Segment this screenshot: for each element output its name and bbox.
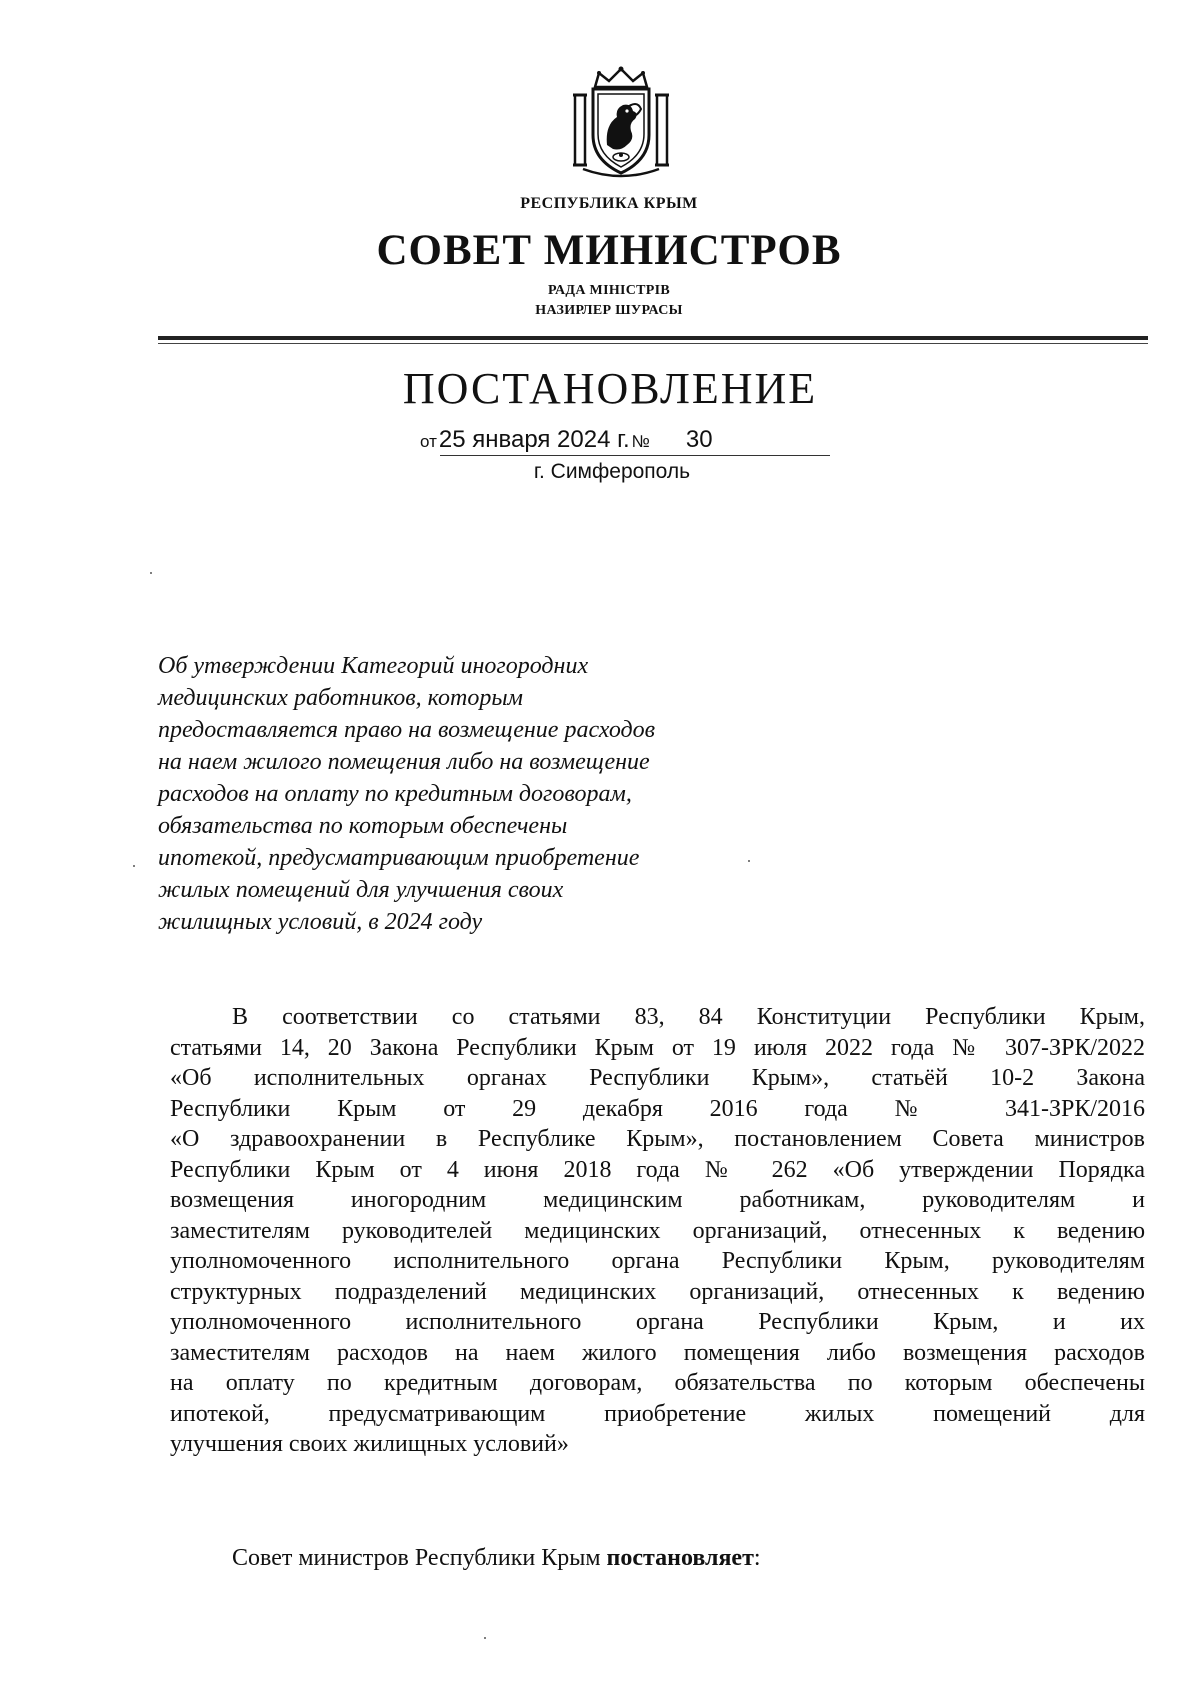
document-number: 30 [685,426,713,453]
scan-speck [748,860,750,862]
coat-of-arms-icon [565,65,677,180]
scan-speck [133,865,135,867]
body-line: Республики Крым от 4 июня 2018 года № 262 «Об утверждении Порядка [170,1156,1145,1183]
title-line: ипотекой, предусматривающим приобретение [158,845,640,871]
council-name-ukrainian: РАДА МІНІСТРІВ [547,283,671,298]
date-number-line [420,426,713,454]
resolution-suffix: : [753,1545,761,1571]
council-name-crimean-tatar: НАЗИРЛЕР ШУРАСЫ [535,303,683,318]
header-divider [158,336,1148,340]
header-divider-thin [158,343,1148,344]
council-name: СОВЕТ МИНИСТРОВ [376,227,842,274]
title-line: жилищных условий, в 2024 году [158,909,483,935]
document-city: г. Симферополь [533,460,691,483]
resolution-line [232,1545,761,1572]
resolution-verb: постановляет [606,1545,754,1571]
body-line: возмещения иногородним медицинским работникам, руководителям и [170,1187,1145,1213]
body-line: уполномоченного исполнительного органа Республики Крым, руководителям [170,1248,1145,1274]
body-line: В соответствии со статьями 83, 84 Конституции Республики Крым, [232,1004,1145,1030]
date-prefix: от [420,432,437,451]
date-underline [440,455,830,456]
body-line: улучшения своих жилищных условий» [170,1431,569,1457]
resolution-prefix: Совет министров Республики Крым [232,1545,607,1571]
title-line: обязательства по которым обеспечены [158,813,568,839]
title-line: предоставляется право на возмещение расходов [158,717,656,743]
body-line: заместителям руководителей медицинских организаций, отнесенных к ведению [170,1217,1145,1244]
document-title [158,650,758,938]
title-line: Об утверждении Категорий иногородних [158,653,589,679]
body-line: на оплату по кредитным договорам, обязательства по которым обеспечены [170,1370,1145,1396]
body-line: заместителям расходов на наем жилого помещения либо возмещения расходов [170,1339,1145,1366]
title-line: медицинских работников, которым [158,685,523,711]
body-line: «О здравоохранении в Республике Крым», постановлением Совета министров [170,1126,1145,1152]
body-line: статьями 14, 20 Закона Республики Крым от 19 июля 2022 года № 307-ЗРК/2022 [170,1034,1145,1061]
body-line: уполномоченного исполнительного органа Республики Крым, и их [170,1309,1145,1335]
number-label: № [631,432,650,451]
title-line: расходов на оплату по кредитным договорам, [158,781,632,807]
body-line: Республики Крым от 29 декабря 2016 года № 341-ЗРК/2016 [170,1095,1145,1122]
title-line: на наем жилого помещения либо на возмещение [158,749,650,775]
republic-name: РЕСПУБЛИКА КРЫМ [520,195,698,212]
body-line: структурных подразделений медицинских организаций, отнесенных к ведению [170,1278,1145,1305]
body-line: «Об исполнительных органах Республики Крым», статьёй 10-2 Закона [170,1065,1145,1091]
document-date: 25 января 2024 г. [438,426,630,453]
body-line: ипотекой, предусматривающим приобретение жилых помещений для [170,1400,1145,1427]
document-type: ПОСТАНОВЛЕНИЕ [402,364,818,413]
scan-speck [484,1637,486,1639]
title-line: жилых помещений для улучшения своих [158,877,564,903]
preamble-paragraph [170,1002,1145,1460]
scan-speck [150,572,152,574]
